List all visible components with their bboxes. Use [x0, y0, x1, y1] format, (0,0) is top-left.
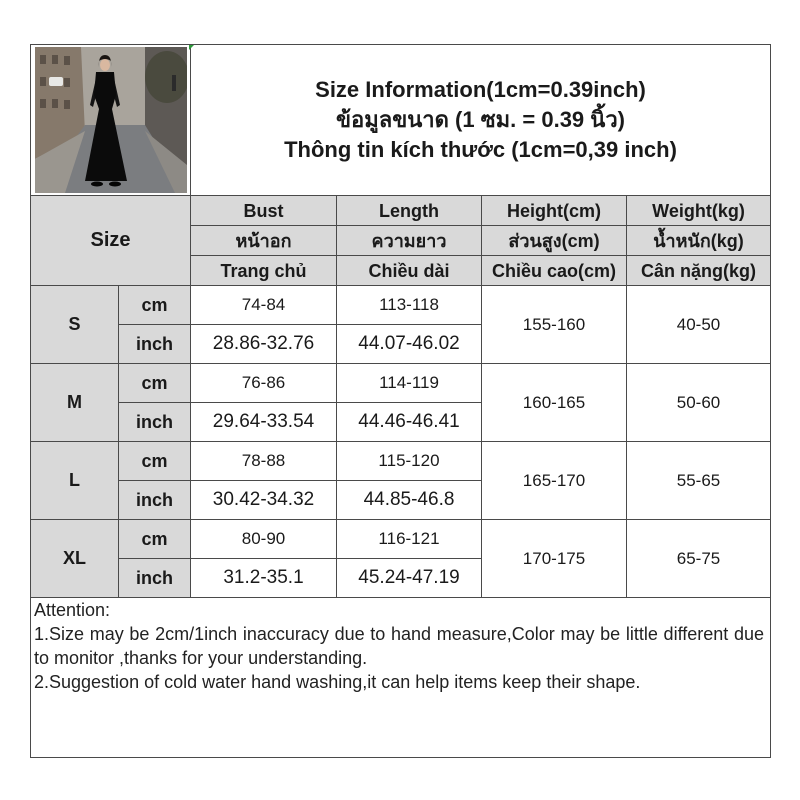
height-value: 165-170 — [482, 442, 627, 520]
column-header-height-thai: ส่วนสูง(cm) — [482, 226, 627, 256]
model-shoe — [91, 182, 103, 187]
size-xl-cm-row — [31, 520, 771, 559]
attention-heading: Attention: — [34, 600, 111, 620]
unit-inch-label: inch — [119, 559, 191, 598]
bust-inch-value: 29.64-33.54 — [191, 403, 337, 442]
unit-cm-label: cm — [119, 364, 191, 403]
length-inch-value: 44.85-46.8 — [337, 481, 482, 520]
bust-inch-value: 28.86-32.76 — [191, 325, 337, 364]
column-header-bust: Bust — [191, 196, 337, 226]
length-cm-value: 113-118 — [337, 286, 482, 325]
model-face — [100, 59, 110, 71]
length-cm-value: 116-121 — [337, 520, 482, 559]
unit-inch-label: inch — [119, 403, 191, 442]
column-header-bust-vietnamese: Trang chủ — [191, 256, 337, 286]
length-cm-value: 114-119 — [337, 364, 482, 403]
length-cm-value: 115-120 — [337, 442, 482, 481]
column-header-bust-thai: หน้าอก — [191, 226, 337, 256]
note-item: 1.Size may be 2cm/1inch inaccuracy due to hand measure,Color may be little different due to monitor ,thanks for your understanding. — [34, 624, 764, 668]
weight-value: 65-75 — [627, 520, 771, 598]
bust-inch-value: 30.42-34.32 — [191, 481, 337, 520]
size-s-cm-row — [31, 286, 771, 325]
title-cell — [191, 45, 771, 196]
title-english: Size Information(1cm=0.39inch) — [315, 77, 646, 102]
column-header-weight-thai: น้ำหนัก(kg) — [627, 226, 771, 256]
weight-value: 55-65 — [627, 442, 771, 520]
column-header-length-vietnamese: Chiều dài — [337, 256, 482, 286]
title-row — [31, 45, 771, 196]
weight-value: 50-60 — [627, 364, 771, 442]
height-value: 160-165 — [482, 364, 627, 442]
car — [49, 77, 63, 86]
size-chart-table — [30, 44, 771, 758]
size-label: M — [31, 364, 119, 442]
column-header-height: Height(cm) — [482, 196, 627, 226]
product-photo — [35, 47, 187, 193]
attention-notes — [31, 598, 771, 758]
bust-inch-value: 31.2-35.1 — [191, 559, 337, 598]
bust-cm-value: 74-84 — [191, 286, 337, 325]
column-header-height-vietnamese: Chiều cao(cm) — [482, 256, 627, 286]
height-value: 155-160 — [482, 286, 627, 364]
unit-cm-label: cm — [119, 442, 191, 481]
model-shoe — [109, 182, 121, 187]
unit-cm-label: cm — [119, 286, 191, 325]
unit-cm-label: cm — [119, 520, 191, 559]
weight-value: 40-50 — [627, 286, 771, 364]
pedestrian — [172, 75, 176, 91]
size-column-header: Size — [31, 196, 191, 286]
column-header-length-thai: ความยาว — [337, 226, 482, 256]
bust-cm-value: 80-90 — [191, 520, 337, 559]
unit-inch-label: inch — [119, 325, 191, 364]
title-thai: ข้อมูลขนาด (1 ซม. = 0.39 นิ้ว) — [335, 107, 625, 132]
photo-cell — [31, 45, 191, 196]
height-value: 170-175 — [482, 520, 627, 598]
title-vietnamese: Thông tin kích thước (1cm=0,39 inch) — [284, 137, 677, 162]
length-inch-value: 44.46-46.41 — [337, 403, 482, 442]
size-l-cm-row — [31, 442, 771, 481]
length-inch-value: 45.24-47.19 — [337, 559, 482, 598]
corner-marker — [189, 45, 194, 50]
size-label: S — [31, 286, 119, 364]
bust-cm-value: 76-86 — [191, 364, 337, 403]
note-item: 2.Suggestion of cold water hand washing,it can help items keep their shape. — [34, 672, 641, 692]
size-label: XL — [31, 520, 119, 598]
header-row-english — [31, 196, 771, 226]
bust-cm-value: 78-88 — [191, 442, 337, 481]
size-m-cm-row — [31, 364, 771, 403]
column-header-weight-vietnamese: Cân nặng(kg) — [627, 256, 771, 286]
length-inch-value: 44.07-46.02 — [337, 325, 482, 364]
unit-inch-label: inch — [119, 481, 191, 520]
notes-row — [31, 598, 771, 758]
tree — [145, 51, 187, 103]
size-label: L — [31, 442, 119, 520]
column-header-length: Length — [337, 196, 482, 226]
column-header-weight: Weight(kg) — [627, 196, 771, 226]
